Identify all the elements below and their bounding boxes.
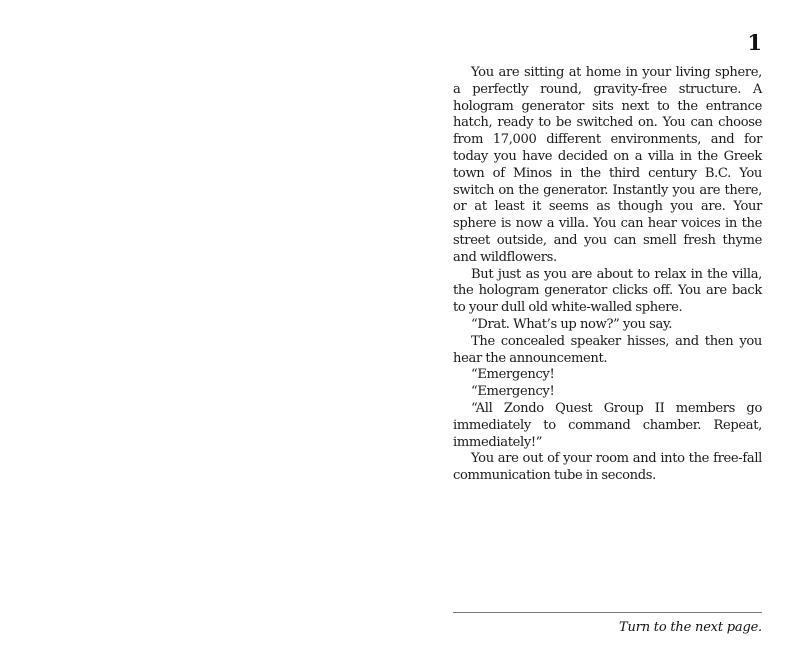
paragraph: But just as you are about to relax in the villa, the hologram generator clicks off. You are back to your dull old white-walled sphere. [453, 266, 762, 316]
paragraph: “All Zondo Quest Group II members go immediately to command chamber. Repeat, immediately!” [453, 400, 762, 450]
story-text [453, 65, 762, 485]
turn-instruction: Turn to the next page. [619, 620, 762, 635]
paragraph: “Emergency! [471, 384, 555, 400]
right-page [405, 0, 810, 665]
page-number: 1 [747, 30, 762, 55]
paragraph: You are sitting at home in your living sphere, a perfectly round, gravity-free structure. A hologram generator sits next to the entrance hatch, ready to be switched on. You can choose from 17,000 different environments, and for today you have decided on a villa in the Greek town of Minos in the third century B.C. You switch on the generator. Instantly you are there, or at least it seems as though you are. Your sphere is now a villa. You can hear voices in the street outside, and you can smell fresh thyme and wildflowers. [453, 65, 762, 265]
footer-divider [453, 612, 762, 613]
paragraph: “Drat. What’s up now?” you say. [471, 316, 673, 332]
paragraph: The concealed speaker hisses, and then you hear the announcement. [453, 333, 762, 366]
paragraph: “Emergency! [471, 367, 555, 383]
paragraph: You are out of your room and into the free-fall communication tube in seconds. [453, 451, 762, 484]
